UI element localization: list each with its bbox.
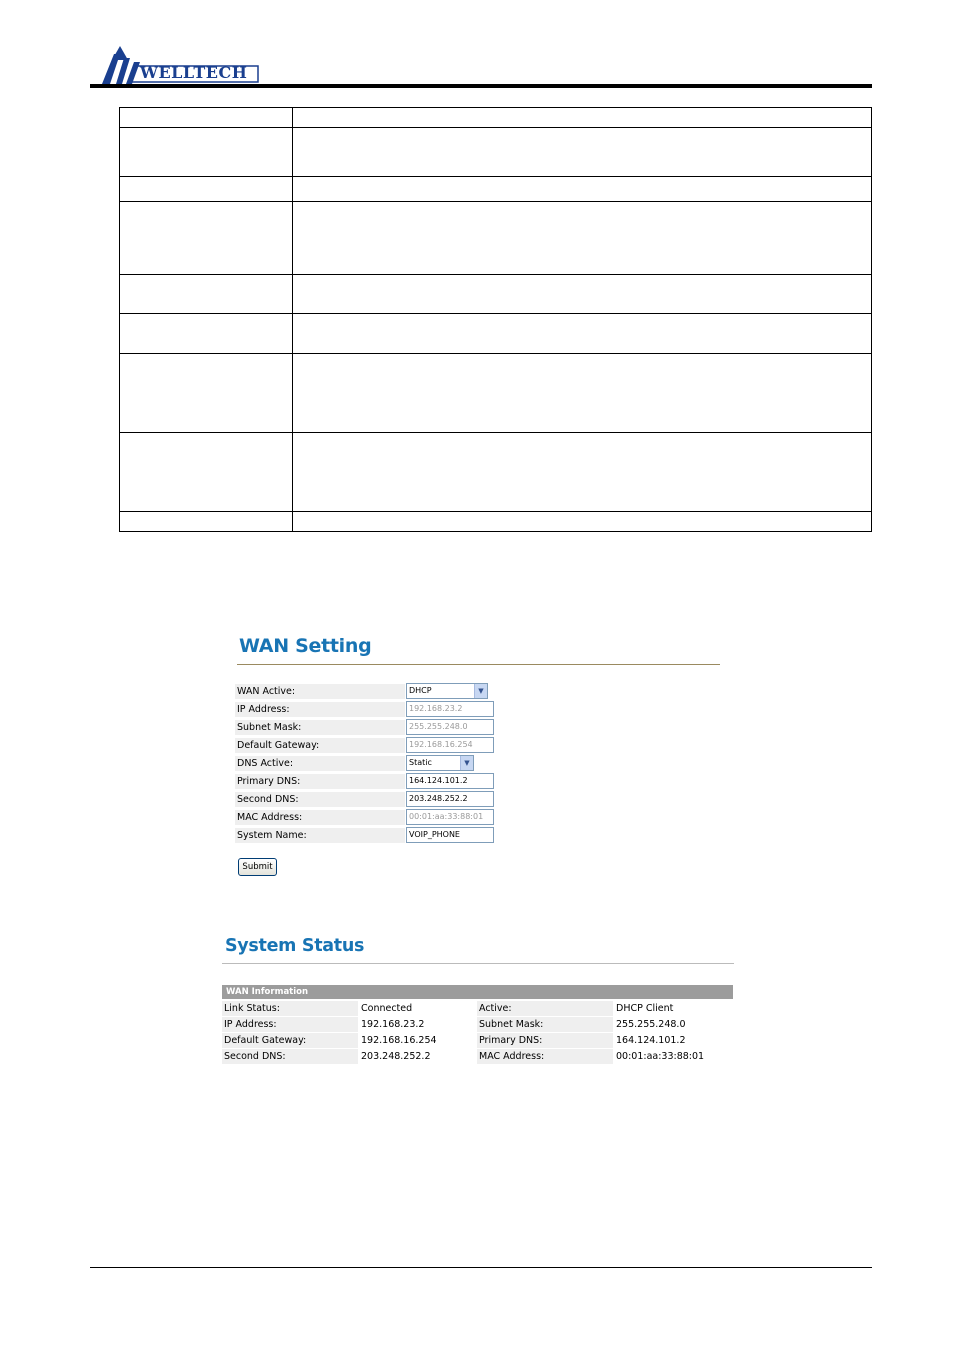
table-row [222,1001,733,1017]
ip-address-value: 192.168.23.2 [361,1019,425,1030]
mac-address-label: MAC Address: [235,810,405,825]
table-row [120,128,872,177]
ip-address-label: IP Address: [222,1017,358,1032]
wan-information-header: WAN Information [222,985,733,999]
mac-address-value: 00:01:aa:33:88:01 [616,1051,705,1062]
link-status-label: Link Status: [222,1001,358,1016]
default-gateway-value: 192.168.16.254 [361,1035,437,1046]
subnet-mask-input[interactable]: 255.255.248.0 [406,719,494,735]
table-row [120,108,872,128]
wan-title-rule [237,664,720,665]
dns-active-select[interactable] [406,755,474,771]
subnet-mask-value: 255.255.248.0 [616,1019,686,1030]
second-dns-label: Second DNS: [235,792,405,807]
footer-rule [90,1267,872,1268]
dns-active-value: Static [409,758,432,767]
wan-setting-title: WAN Setting [239,635,372,657]
table-row [222,1049,733,1065]
chevron-down-icon[interactable]: ▼ [460,756,473,770]
wan-active-select[interactable] [406,683,488,699]
system-name-input[interactable]: VOIP_PHONE [406,827,494,843]
mac-address-input[interactable]: 00:01:aa:33:88:01 [406,809,494,825]
table-row [222,1033,733,1049]
header-rule [90,84,872,88]
primary-dns-label: Primary DNS: [235,774,405,789]
second-dns-input[interactable]: 203.248.252.2 [406,791,494,807]
wan-active-value: DHCP [409,686,432,695]
system-status-rule [222,963,734,964]
table-row [120,314,872,354]
second-dns-value: 203.248.252.2 [361,1051,431,1062]
mac-address-label: MAC Address: [477,1049,613,1064]
system-name-label: System Name: [235,828,405,843]
active-value: DHCP Client [616,1003,674,1014]
table-row [120,275,872,314]
active-label: Active: [477,1001,613,1016]
default-gateway-label: Default Gateway: [222,1033,358,1048]
primary-dns-input[interactable]: 164.124.101.2 [406,773,494,789]
table-row [120,177,872,202]
default-gateway-label: Default Gateway: [235,738,405,753]
subnet-mask-label: Subnet Mask: [235,720,405,735]
table-row [120,354,872,433]
table-row [120,202,872,275]
ip-address-label: IP Address: [235,702,405,717]
wan-active-label: WAN Active: [235,684,405,699]
table-row [222,1017,733,1033]
second-dns-label: Second DNS: [222,1049,358,1064]
table-row [120,433,872,512]
subnet-mask-label: Subnet Mask: [477,1017,613,1032]
table-row [120,512,872,532]
ip-address-input[interactable]: 192.168.23.2 [406,701,494,717]
link-status-value: Connected [361,1003,413,1014]
dns-active-label: DNS Active: [235,756,405,771]
default-gateway-input[interactable]: 192.168.16.254 [406,737,494,753]
primary-dns-label: Primary DNS: [477,1033,613,1048]
logo-wordmark: WELLTECH [140,63,248,82]
description-table [119,107,872,532]
chevron-down-icon[interactable]: ▼ [474,684,487,698]
system-status-title: System Status [225,936,365,956]
submit-button[interactable]: Submit [238,858,277,876]
wan-information-grid [222,1001,733,1065]
primary-dns-value: 164.124.101.2 [616,1035,686,1046]
